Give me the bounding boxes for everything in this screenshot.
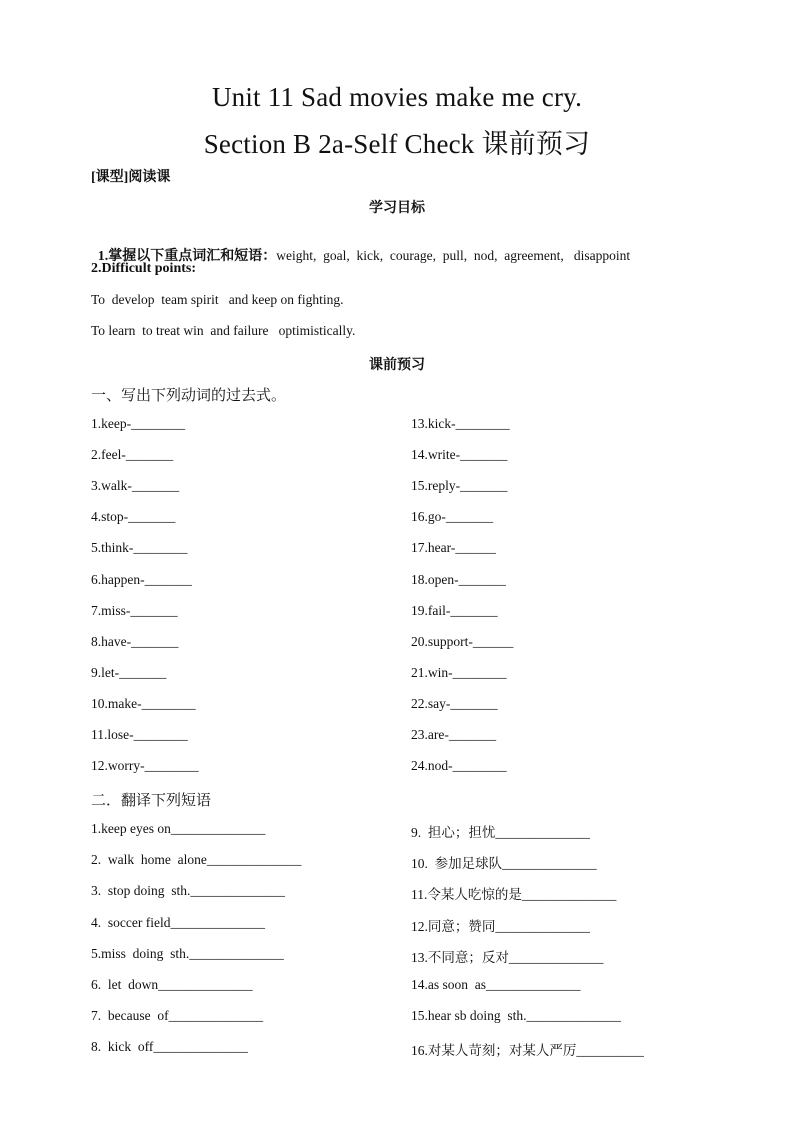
past-tense-item: 19.fail-_______ (411, 602, 498, 618)
phrase-translation-item: 15.hear sb doing sth.______________ (411, 1008, 621, 1024)
objective-point-2-line2: To learn to treat win and failure optimistically. (91, 323, 356, 338)
past-tense-item: 2.feel-_______ (91, 447, 174, 463)
past-tense-item: 23.are-_______ (411, 727, 497, 742)
preview-heading: 课前预习 (369, 358, 425, 373)
phrase-translation-item: 2. walk home alone______________ (91, 852, 302, 868)
phrase-translation-item: 11.令某人吃惊的是______________ (411, 887, 617, 903)
phrase-translation-item: 9. 担心；担忧______________ (411, 825, 590, 840)
past-tense-item: 15.reply-_______ (411, 478, 508, 494)
past-tense-item: 5.think-________ (91, 540, 188, 556)
past-tense-item: 13.kick-________ (411, 416, 510, 431)
past-tense-item: 6.happen-_______ (91, 571, 192, 587)
past-tense-item: 10.make-________ (91, 695, 196, 711)
phrase-translation-item: 12.同意；赞同______________ (411, 918, 590, 934)
past-tense-item: 21.win-________ (411, 664, 507, 680)
page-title-line1: Unit 11 Sad movies make me cry. (211, 82, 583, 112)
past-tense-item: 3.walk-_______ (91, 478, 180, 494)
past-tense-item: 8.have-_______ (91, 633, 179, 649)
part2-title: 二．翻译下列短语 (91, 791, 212, 809)
page-title-line2: Section B 2a-Self Check 课前预习 (203, 129, 591, 159)
phrase-translation-item: 10. 参加足球队______________ (411, 856, 597, 872)
part1-title: 一、写出下列动词的过去式。 (91, 386, 287, 404)
phrase-translation-item: 4. soccer field______________ (91, 914, 265, 930)
phrase-translation-item: 16.对某人苛刻；对某人严厉__________ (411, 1043, 644, 1059)
past-tense-item: 4.stop-_______ (91, 509, 176, 525)
phrase-translation-item: 13.不同意；反对______________ (411, 949, 604, 965)
past-tense-item: 24.nod-________ (411, 758, 507, 774)
phrase-translation-item: 7. because of______________ (91, 1008, 264, 1024)
past-tense-item: 22.say-_______ (411, 695, 498, 711)
past-tense-item: 12.worry-________ (91, 758, 199, 774)
phrase-translation-item: 3. stop doing sth.______________ (91, 883, 285, 899)
phrase-translation-item: 8. kick off______________ (91, 1039, 248, 1055)
past-tense-item: 14.write-_______ (411, 447, 508, 463)
lesson-type-label: [课型]阅读课 (91, 170, 171, 185)
objectives-heading: 学习目标 (369, 201, 425, 216)
objective-point-2-label: 2.Difficult points: (91, 261, 196, 276)
past-tense-item: 9.let-_______ (91, 664, 167, 680)
past-tense-item: 17.hear-______ (411, 540, 496, 556)
phrase-translation-item: 14.as soon as______________ (411, 977, 581, 992)
past-tense-item: 20.support-______ (411, 633, 514, 649)
objective-point-2-line1: To develop team spirit and keep on fighting. (91, 292, 344, 307)
past-tense-item: 7.miss-_______ (91, 602, 178, 618)
objective-point-1-label: 1.掌握以下重点词汇和短语： (97, 249, 277, 264)
past-tense-item: 1.keep-________ (91, 416, 186, 431)
past-tense-item: 18.open-_______ (411, 571, 506, 587)
past-tense-item: 11.lose-________ (91, 727, 188, 742)
phrase-translation-item: 1.keep eyes on______________ (91, 821, 266, 836)
past-tense-item: 16.go-_______ (411, 509, 494, 525)
phrase-translation-item: 6. let down______________ (91, 977, 253, 992)
phrase-translation-item: 5.miss doing sth.______________ (91, 945, 284, 961)
objective-point-1-words: weight, goal, kick, courage, pull, nod, agreement, disappoint (276, 248, 631, 263)
objective-point-1 (91, 229, 630, 265)
